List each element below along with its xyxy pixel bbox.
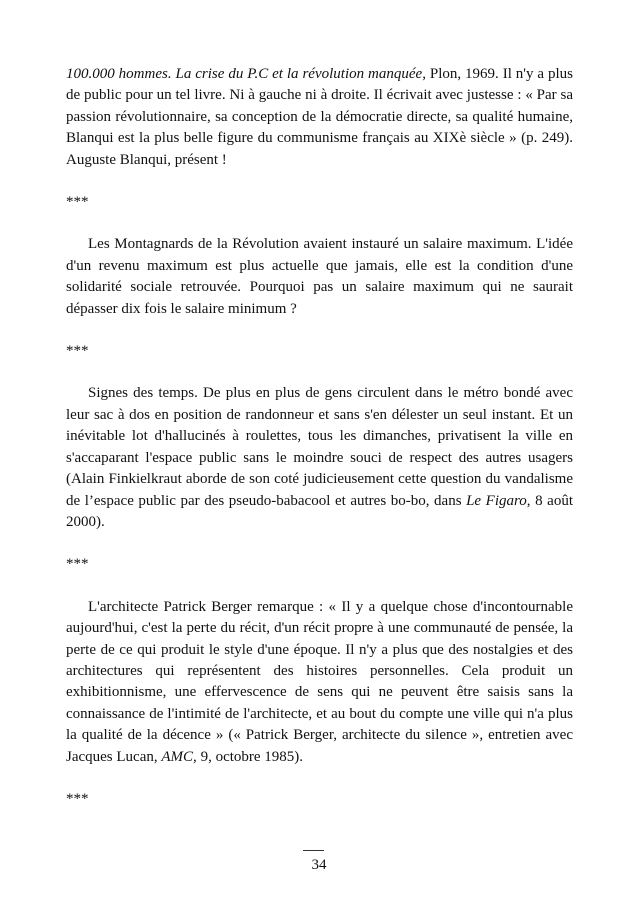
paragraph-text: L'architecte Patrick Berger remarque : « Il y a quelque chose d'incontournable aujourd'hui, c'est la perte du récit, d'un récit propre à une communauté de pensée, la perte de ce qui produit le style d'une époque. Il n'y a plus que des nostalgies et des architectures qui représentent des histoires personnelles. Cela produit un exhibitionnisme, une effervescence de sens qui ne peuvent être saisis sans la connaissance de l'intimité de l'architecte, et au bout du compte une ville qui n'a plus la qualité de la décence » (« Patrick Berger, architecte du silence », entretien avec Jacques Lucan, <box>66 598 573 765</box>
paragraph-blanqui <box>66 64 573 171</box>
publication-title: Le Figaro <box>466 492 527 509</box>
footer-rule <box>303 850 324 851</box>
section-separator: *** <box>66 790 89 807</box>
section-separator: *** <box>66 194 89 211</box>
section-separator: *** <box>66 556 89 573</box>
paragraph-text: Signes des temps. De plus en plus de gens circulent dans le métro bondé avec leur sac à dos en position de randonneur et sans s'en délester un seul instant. Et un inévitable lot d'hallucinés à roulettes, tous les dimanches, privatisent la ville en s'accaparant l'espace public sans le moindre souci de respect des autres usagers (Alain Finkielkraut aborde de son coté judicieusement cette question du vandalisme de l’espace public par des pseudo-babacool et autres bo-bo, dans <box>66 385 573 509</box>
paragraph-text: 9, octobre 1985). <box>196 748 304 765</box>
book-title: 100.000 hommes. La crise du P.C et la révolution manquée <box>66 66 423 82</box>
publication-title: AMC, <box>161 748 197 765</box>
paragraph-signes <box>66 383 573 533</box>
paragraph-salaire: Les Montagnards de la Révolution avaient instauré un salaire maximum. L'idée d'un revenu maximum est plus actuelle que jamais, elle est la condition d'une solidarité sociale retrouvée. Pourquoi pas un salaire maximum qui ne saurait dépasser dix fois le salaire minimum ? <box>66 236 573 317</box>
paragraph-text: , 8 août 2000). <box>66 492 573 530</box>
section-separator: *** <box>66 343 89 360</box>
page-body <box>66 64 573 810</box>
page-number: 34 <box>311 857 327 873</box>
paragraph-text: , Plon, 1969. Il n'y a plus de public pour un tel livre. Ni à gauche ni à droite. Il écrivait avec justesse : « Par sa passion révolutionnaire, sa conception de la démocratie directe, sa qualité humaine, Blanqui est la plus belle figure du communisme français au XIXè siècle » (p. 249). Auguste Blanqui, présent ! <box>66 66 573 168</box>
paragraph-berger <box>66 597 573 768</box>
